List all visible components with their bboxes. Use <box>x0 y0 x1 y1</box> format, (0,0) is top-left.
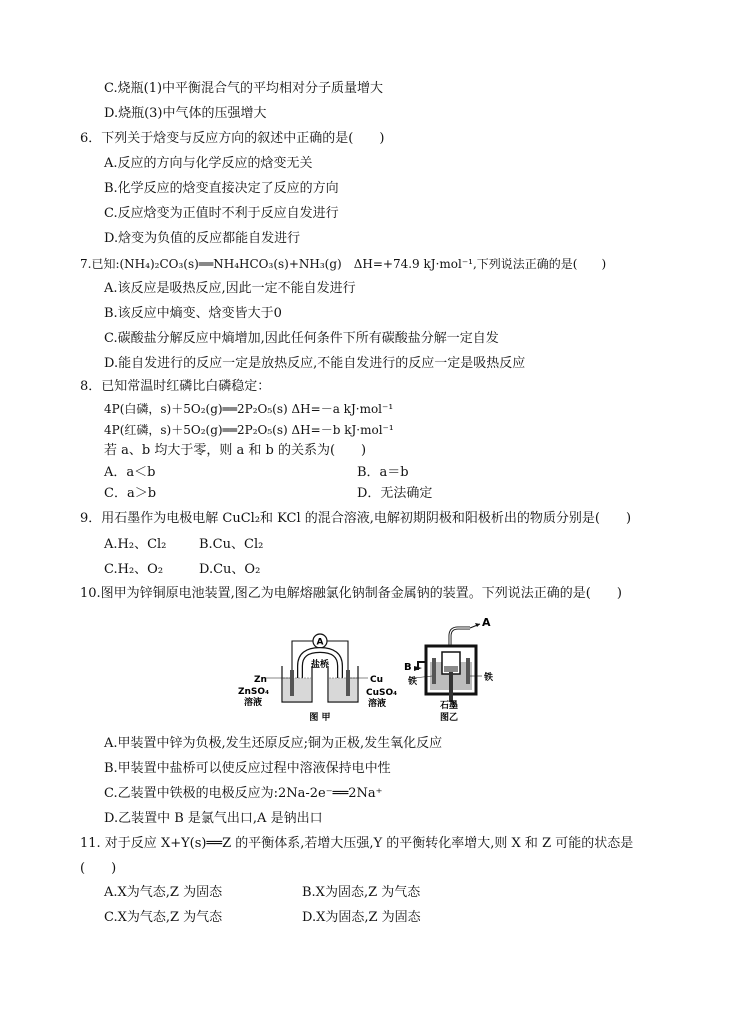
q10-stem: 10.图甲为锌铜原电池装置,图乙为电解熔融氯化钠制备金属钠的装置。下列说法正确的是( ) <box>80 586 622 601</box>
copper-electrode <box>346 670 350 696</box>
q9-option-b: B.Cu、Cl₂ <box>199 537 264 552</box>
q7-option-c: C.碳酸盐分解反应中熵增加,因此任何条件下所有碳酸盐分解一定自发 <box>104 331 499 346</box>
q8-equation-white: 4P(白磷，s)＋5O₂(g)══2P₂O₅(s) ΔH=－a kJ·mol⁻¹ <box>104 402 394 416</box>
q10-option-c: C.乙装置中铁极的电极反应为:2Na-2e⁻══2Na⁺ <box>104 786 383 801</box>
q6-option-d: D.焓变为负值的反应都能自发进行 <box>104 231 301 246</box>
q11-option-c: C.X为气态,Z 为气态 <box>104 910 223 925</box>
znso4-label: ZnSO₄ <box>238 687 270 697</box>
q8-stem: 8．已知常温时红磷比白磷稳定： <box>80 379 271 394</box>
q7-option-a: A.该反应是吸热反应,因此一定不能自发进行 <box>104 281 356 296</box>
q11-option-b: B.X为固态,Z 为气态 <box>302 885 421 900</box>
outlet-b-label: B <box>404 662 412 673</box>
q9-stem: 9．用石墨作为电极电解 CuCl₂和 KCl 的混合溶液,电解初期阴极和阳极析出的物质分别是( ) <box>80 511 632 526</box>
q11-answer-paren: ( ) <box>80 861 117 876</box>
znso4-solution-label: 溶液 <box>244 698 263 708</box>
figure-jia-galvanic-cell <box>236 632 406 724</box>
salt-bridge-label: 盐桥 <box>310 660 330 670</box>
iron-right-label: 铁 <box>484 673 494 683</box>
q10-option-d: D.乙装置中 B 是氯气出口,A 是钠出口 <box>104 811 323 826</box>
ammeter-label: A <box>316 637 324 648</box>
outlet-a-label: A <box>482 616 491 629</box>
zn-label: Zn <box>254 675 267 685</box>
figure-jia-caption: 图 甲 <box>309 713 331 723</box>
q8-option-b: B．a＝b <box>357 465 409 480</box>
cuso4-label: CuSO₄ <box>366 688 398 698</box>
q11-option-d: D.X为固态,Z 为固态 <box>302 910 421 925</box>
q7-option-d: D.能自发进行的反应一定是放热反应,不能自发进行的反应一定是吸热反应 <box>104 356 526 371</box>
q11-option-a: A.X为气态,Z 为固态 <box>104 885 223 900</box>
q5-option-d: D.烧瓶(3)中气体的压强增大 <box>104 106 267 121</box>
q5-option-c: C.烧瓶(1)中平衡混合气的平均相对分子质量增大 <box>104 81 384 96</box>
q8-equation-red: 4P(红磷，s)＋5O₂(g)══2P₂O₅(s) ΔH=－b kJ·mol⁻¹ <box>104 423 394 437</box>
q11-stem: 11. 对于反应 X+Y(s)══Z 的平衡体系,若增大压强,Y 的平衡转化率增大,则 X 和 Z 可能的状态是 <box>80 836 634 851</box>
q6-option-a: A.反应的方向与化学反应的焓变无关 <box>104 156 313 171</box>
graphite-label: 石墨 <box>440 701 459 711</box>
q7-option-b: B.该反应中熵变、焓变皆大于0 <box>104 306 282 321</box>
q8-option-c: C．a＞b <box>104 486 157 501</box>
cuso4-solution-label: 溶液 <box>368 699 387 709</box>
iron-left-label: 铁 <box>408 677 418 687</box>
q6-stem: 6．下列关于焓变与反应方向的叙述中正确的是( ) <box>80 131 385 146</box>
q7-stem: 7.已知:(NH₄)₂CO₃(s)══NH₄HCO₃(s)+NH₃(g) ΔH=+74.9 kJ·mol⁻¹,下列说法正确的是( ) <box>80 257 607 271</box>
cu-label: Cu <box>370 675 384 685</box>
figure-yi-electrolysis-cell <box>400 614 510 724</box>
q8-condition: 若 a、b 均大于零，则 a 和 b 的关系为( ) <box>104 443 367 458</box>
q9-option-c: C.H₂、O₂ <box>104 562 164 577</box>
q6-option-b: B.化学反应的焓变直接决定了反应的方向 <box>104 181 339 196</box>
q9-option-d: D.Cu、O₂ <box>199 562 261 577</box>
figure-yi-caption: 图乙 <box>440 713 459 723</box>
q8-option-d: D．无法确定 <box>357 486 433 501</box>
zinc-electrode <box>290 670 294 696</box>
q8-option-a: A．a＜b <box>104 465 156 480</box>
q10-option-a: A.甲装置中锌为负极,发生还原反应;铜为正极,发生氧化反应 <box>104 736 443 751</box>
q10-option-b: B.甲装置中盐桥可以使反应过程中溶液保持电中性 <box>104 761 391 776</box>
q6-option-c: C.反应焓变为正值时不利于反应自发进行 <box>104 206 339 221</box>
q9-option-a: A.H₂、Cl₂ <box>104 537 167 552</box>
